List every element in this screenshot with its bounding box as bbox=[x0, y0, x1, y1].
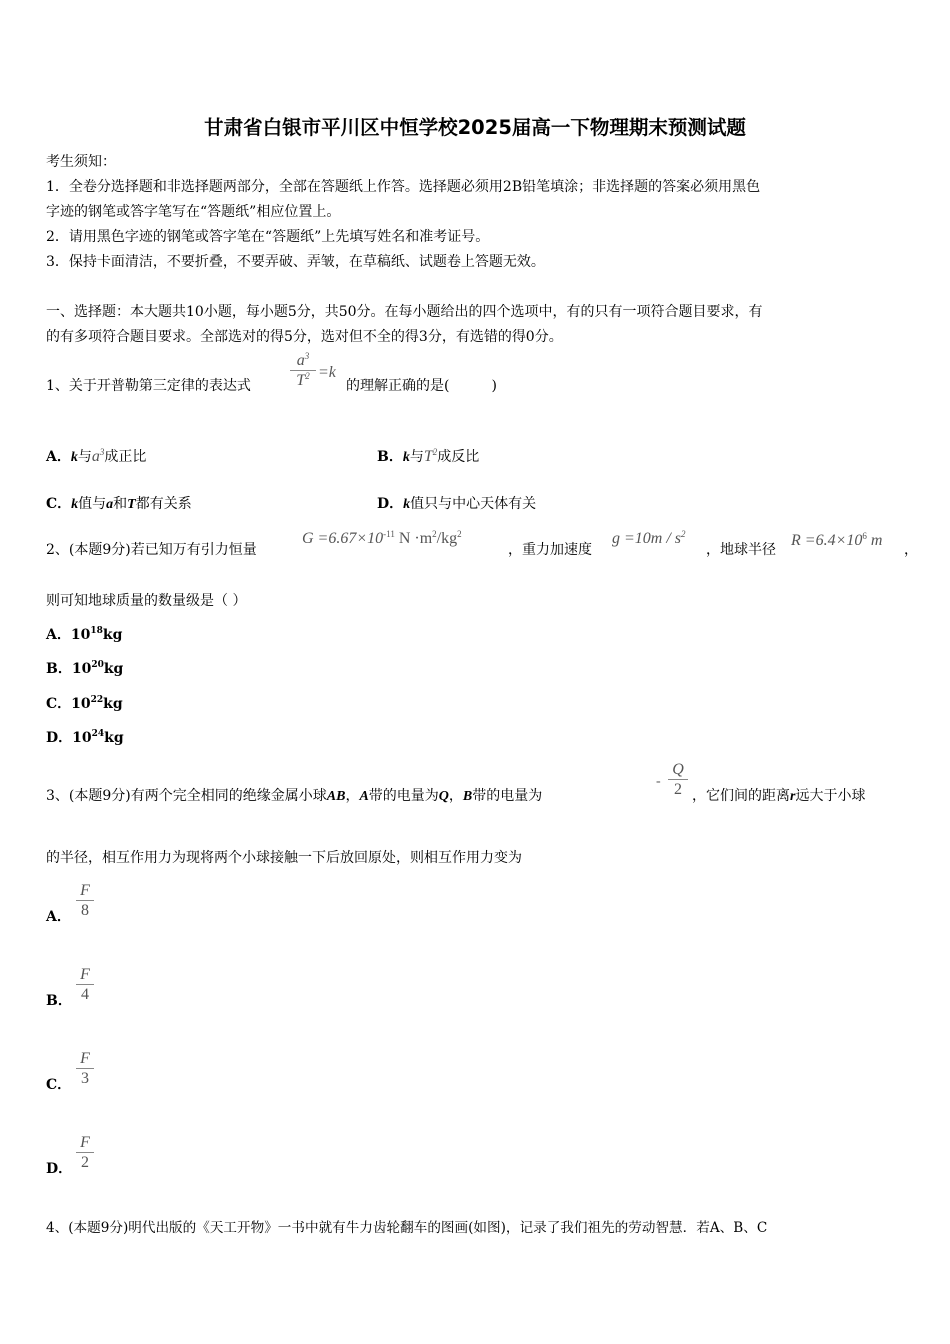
q1-formula-rhs: =k bbox=[318, 364, 336, 381]
q1-stem-before: 1、关于开普勒第三定律的表达式 bbox=[46, 378, 251, 394]
q3-stem-tail: ，它们间的距离r远大于小球 bbox=[692, 788, 866, 804]
q1-stem-after: 的理解正确的是( ) bbox=[346, 378, 497, 394]
q2-option-d[interactable]: D．$10^{24}kg$ bbox=[46, 729, 124, 746]
q3-fraction-numerator: Q bbox=[672, 761, 684, 778]
q1-option-c[interactable]: C．k值与a和T都有关系 bbox=[46, 496, 192, 512]
page-title: 甘肃省白银市平川区中恒学校2025届高一下物理期末预测试题 bbox=[204, 116, 746, 139]
section-1-heading-cont: 的有多项符合题目要求。全部选对的得5分，选对但不全的得3分，有选错的得0分。 bbox=[46, 329, 563, 345]
q3-option-b-label[interactable]: B． bbox=[46, 993, 72, 1009]
q1-option-a[interactable]: A．k与$a^3$成正比 bbox=[46, 447, 147, 465]
q3-option-d-fraction[interactable]: F 2 bbox=[76, 1134, 94, 1173]
q3-option-d-label[interactable]: D． bbox=[46, 1161, 73, 1177]
notice-item-1: 1．全卷分选择题和非选择题两部分，全部在答题纸上作答。选择题必须用2B铅笔填涂；非选择题的答案必须用黑色 bbox=[46, 179, 761, 195]
q3-fraction-denominator: 2 bbox=[674, 781, 682, 798]
q3-option-c-fraction[interactable]: F 3 bbox=[76, 1050, 94, 1089]
q3-negative-sign: - bbox=[656, 774, 661, 789]
q2-stem-part3: ，地球半径 bbox=[706, 542, 776, 558]
q4-stem: 4、(本题9分)明代出版的《天工开物》一书中就有牛力齿轮翻车的图画(如图)，记录了我们祖先的劳动智慧．若A、B、C bbox=[46, 1220, 768, 1236]
notice-item-1-cont: 字迹的钢笔或答字笔写在“答题纸”相应位置上。 bbox=[46, 204, 341, 220]
q1-option-b[interactable]: B．k与$T^2$成反比 bbox=[377, 447, 480, 465]
q2-earth-radius: $R =6.4\times 10^6$ m bbox=[791, 531, 883, 549]
q2-stem-part2: ，重力加速度 bbox=[508, 542, 592, 558]
section-1-heading: 一、选择题：本大题共10小题，每小题5分，共50分。在每小题给出的四个选项中，有的只有一项符合题目要求，有 bbox=[46, 304, 763, 320]
q1-fraction-denominator: $T^2$ bbox=[296, 371, 310, 389]
q3-stem-line2: 的半径，相互作用力为现将两个小球接触一下后放回原处，则相互作用力变为 bbox=[46, 850, 522, 866]
q2-option-a[interactable]: A．$10^{18}kg$ bbox=[46, 626, 123, 643]
q3-stem: 3、(本题9分)有两个完全相同的绝缘金属小球AB，A带的电量为Q，B带的电量为 bbox=[46, 788, 543, 804]
q2-gravity-acceleration: $g =10m / s^2$ bbox=[612, 529, 686, 547]
q1-fraction-numerator: $a^3$ bbox=[296, 351, 310, 369]
q2-option-b[interactable]: B．$10^{20}kg$ bbox=[46, 660, 124, 677]
q1-kepler-fraction bbox=[290, 352, 316, 391]
q3-option-a-label[interactable]: A． bbox=[46, 909, 71, 925]
notice-item-3: 3．保持卡面清洁，不要折叠，不要弄破、弄皱，在草稿纸、试题卷上答题无效。 bbox=[46, 254, 545, 270]
q2-stem-line2: 则可知地球质量的数量级是（ ） bbox=[46, 593, 247, 609]
notice-item-2: 2．请用黑色字迹的钢笔或答字笔在“答题纸”上先填写姓名和准考证号。 bbox=[46, 229, 490, 245]
q2-stem-part4: ， bbox=[904, 542, 918, 558]
q1-stem bbox=[46, 376, 251, 396]
q3-charge-fraction bbox=[668, 761, 688, 800]
q3-option-a-fraction[interactable]: F 8 bbox=[76, 882, 94, 921]
q2-stem-part1: 2、(本题9分)若已知万有引力恒量 bbox=[46, 542, 257, 558]
q3-option-b-fraction[interactable]: F 4 bbox=[76, 966, 94, 1005]
q2-option-c[interactable]: C．$10^{22}kg$ bbox=[46, 695, 123, 712]
notice-heading: 考生须知： bbox=[46, 154, 116, 170]
q1-option-d[interactable]: D．k值只与中心天体有关 bbox=[377, 496, 537, 512]
q3-option-c-label[interactable]: C． bbox=[46, 1077, 72, 1093]
q2-gravitational-constant: $G =6.67\times 10^{-11}$ $N \cdot m^2/kg^2$ bbox=[302, 529, 462, 547]
